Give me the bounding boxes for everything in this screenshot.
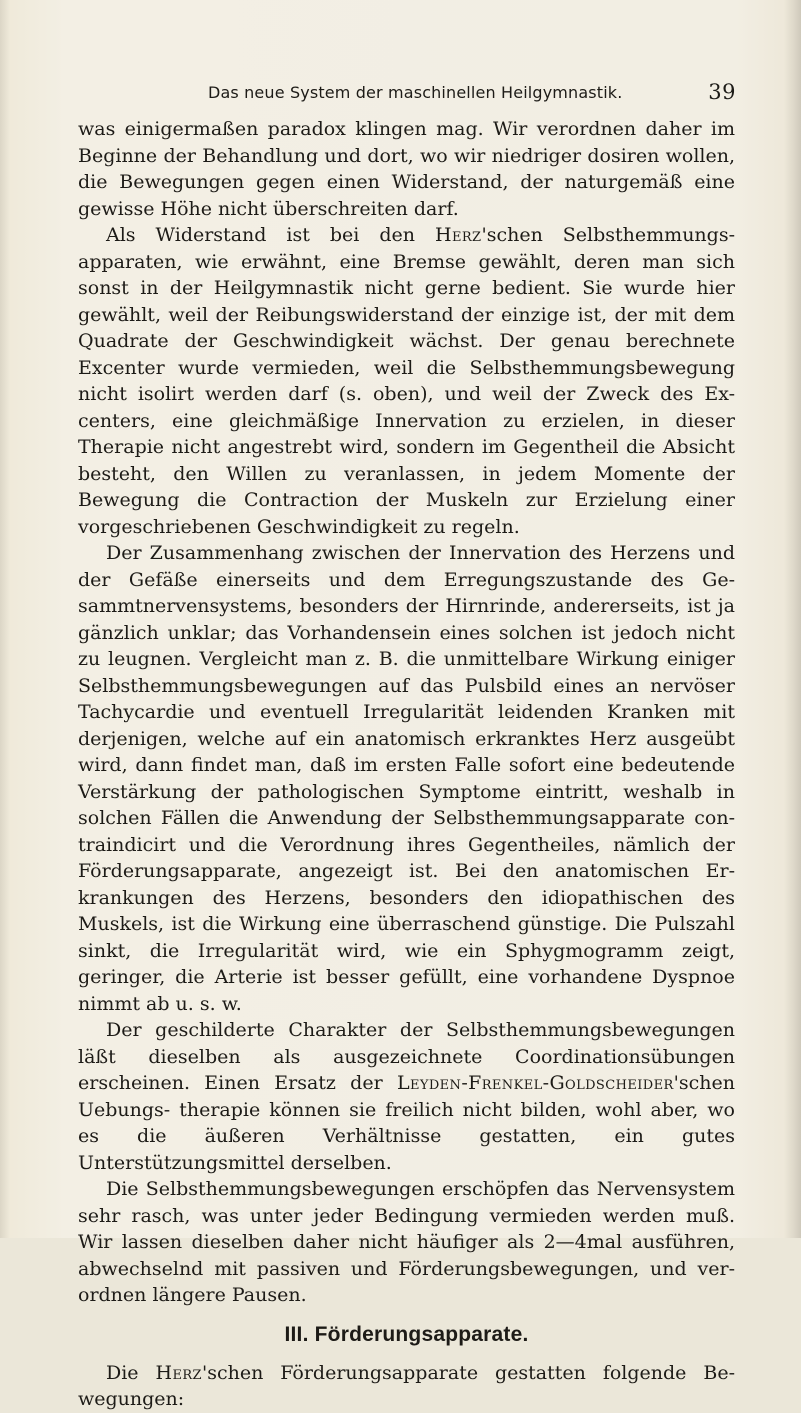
paragraph-2-text-end: 'schen Selbsthemmungs- apparaten, wie erwähnt, eine Bremse gewählt, deren man sich sonst in der Heilgymnastik nicht gerne bedient. Sie wurde hier gewählt, weil der Reibungswiderstand der einzige ist, der mit dem Quadrate der Geschwindigkeit wächst. Der genau berechnete Excenter wurde vermieden, weil die Selbsthemmungsbewegung nicht isolirt werden darf (s. oben), und weil der Zweck des Ex- centers, eine gleichmäßige Innervation zu erzielen, in dieser Therapie nicht angestrebt wird, sondern im Gegentheil die Absicht besteht, den Willen zu veranlassen, in jedem Momente der Bewegung die Contraction der Muskeln zur Erzielung einer vorgeschriebenen Geschwindigkeit zu regeln.: [78, 224, 735, 538]
paragraph-4-text-end: 'schen Uebungs- therapie können sie freilich nicht bilden, wohl aber, wo es die äußeren Verhältnisse gestatten, ein gutes Unterstützungsmittel derselben.: [78, 1072, 735, 1174]
paragraph-6-text-start: Die: [106, 1361, 156, 1384]
paragraph-2-text-start: Als Widerstand ist bei den: [106, 224, 435, 246]
body-text: [78, 116, 735, 1413]
paragraph-2: [78, 222, 735, 540]
paragraph-3: Der Zusammenhang zwischen der Innervation des Herzens und der Gefäße einerseits und dem Erregungszustande des Ge- sammtnervensystems, besonders der Hirnrinde, andererseits, ist ja gänzlich unklar; das Vorhandensein eines solchen ist jedoch nicht zu leugnen. Vergleicht man z. B. die unmittelbare Wirkung einiger Selbsthemmungsbewegungen auf das Pulsbild eines an nervöser Tachycardie und eventuell Irregularität leidenden Kranken mit derjenigen, welche auf ein anatomisch erkranktes Herz ausgeübt wird, dann findet man, daß im ersten Falle sofort eine bedeutende Verstärkung der pathologischen Symptome eintritt, weshalb in solchen Fällen die Anwendung der Selbsthemmungsapparate con- traindicirt und die Verordnung ihres Gegentheiles, nämlich der Förderungsapparate, angezeigt ist. Bei den anatomischen Er- krankungen des Herzens, besonders den idiopathischen des Muskels, ist die Wirkung eine überraschend günstige. Die Pulszahl sinkt, die Irregularität wird, wie ein Sphygmogramm zeigt, geringer, die Arterie ist besser gefüllt, eine vorhandene Dyspnoe nimmt ab u. s. w.: [78, 542, 735, 1015]
running-head: [78, 79, 736, 107]
person-name-herz-second: Herz: [155, 1361, 202, 1384]
running-title: Das neue System der maschinellen Heilgymnastik.: [208, 83, 623, 102]
paragraph-5: Die Selbsthemmungsbewegungen erschöpfen das Nervensystem sehr rasch, was unter jeder Bedingung vermieden werden muß. Wir lassen dieselben daher nicht häufiger als 2—4mal ausführen, abwechselnd mit passiven und Förderungsbewegungen, und ver- ordnen längere Pausen.: [78, 1178, 735, 1306]
paragraph-4: [78, 1017, 735, 1176]
page-right-edge-shadow: [784, 0, 801, 1238]
paragraph-6: [78, 1360, 735, 1413]
page-number: 39: [708, 80, 736, 104]
page-left-edge-shadow: [0, 0, 10, 1238]
section-heading: III. Förderungsapparate.: [284, 1322, 529, 1346]
person-name-herz: Herz: [434, 224, 482, 246]
paragraph-6-text-end: 'schen Förderungsapparate gestatten folgende Be- wegungen:: [78, 1361, 735, 1410]
paragraph-4-text-start: Der geschilderte Charakter der Selbsthemmungsbewegungen läßt dieselben als ausgezeichnete Coordinationsübungen erscheinen. Einen Ersatz der: [78, 1019, 735, 1094]
person-names-leyden-frenkel-goldscheider: Leyden-Frenkel-Goldscheider: [396, 1072, 674, 1094]
paragraph-1: was einigermaßen paradox klingen mag. Wir verordnen daher im Beginne der Behandlung und dort, wo wir niedriger dosiren wollen, die Bewegungen gegen einen Widerstand, der naturgemäß eine gewisse Höhe nicht überschreiten darf.: [78, 118, 735, 220]
